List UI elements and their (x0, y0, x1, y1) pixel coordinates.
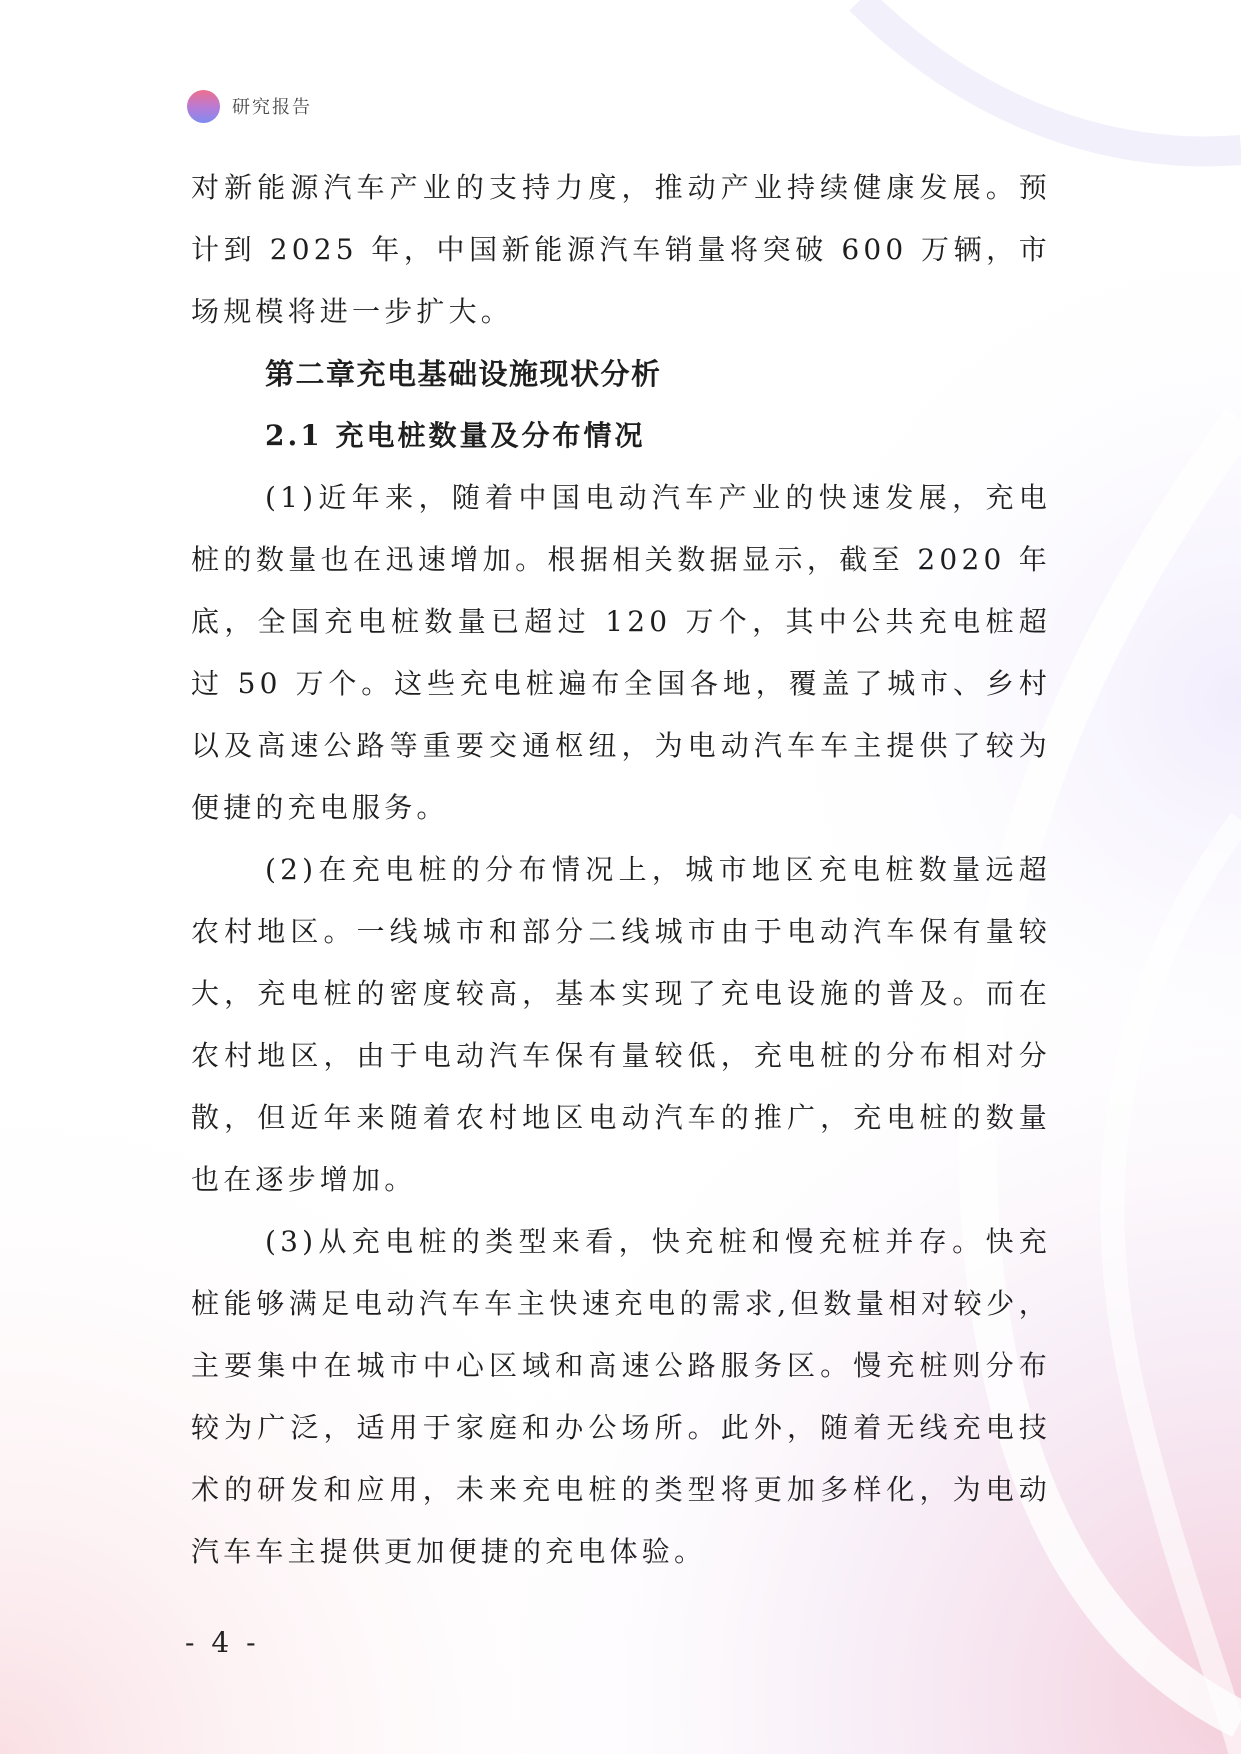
paragraph-3: (3)从充电桩的类型来看，快充桩和慢充桩并存。快充桩能够满足电动汽车车主快速充电的需求,但数量相对较少，主要集中在城市中心区域和高速公路服务区。慢充桩则分布较为广泛，适用于家庭和办公场所。此外，随着无线充电技术的研发和应用，未来充电桩的类型将更加多样化，为电动汽车车主提供更加便捷的充电体验。 (191, 1225, 1051, 1568)
page-number: - 4 - (185, 1626, 260, 1659)
document-body (191, 157, 1051, 1583)
intro-paragraph: 对新能源汽车产业的支持力度，推动产业持续健康发展。预计到 2025 年，中国新能源汽车销量将突破 600 万辆，市场规模将进一步扩大。 (191, 171, 1051, 328)
section-title: 2.1 充电桩数量及分布情况 (265, 419, 646, 452)
paragraph-1: (1)近年来，随着中国电动汽车产业的快速发展，充电桩的数量也在迅速增加。根据相关数据显示，截至 2020 年底，全国充电桩数量已超过 120 万个，其中公共充电桩超过 50 万个。这些充电桩遍布全国各地，覆盖了城市、乡村以及高速公路等重要交通枢纽，为电动汽车车主提供了较为便捷的充电服务。 (191, 481, 1051, 824)
chapter-title: 第二章充电基础设施现状分析 (265, 357, 662, 391)
paragraph-2: (2)在充电桩的分布情况上，城市地区充电桩数量远超农村地区。一线城市和部分二线城市由于电动汽车保有量较大，充电桩的密度较高，基本实现了充电设施的普及。而在农村地区，由于电动汽车保有量较低，充电桩的分布相对分散，但近年来随着农村地区电动汽车的推广，充电桩的数量也在逐步增加。 (191, 853, 1051, 1196)
circle-logo-icon (187, 90, 220, 123)
header-label: 研究报告 (232, 97, 312, 118)
report-header (187, 88, 312, 124)
